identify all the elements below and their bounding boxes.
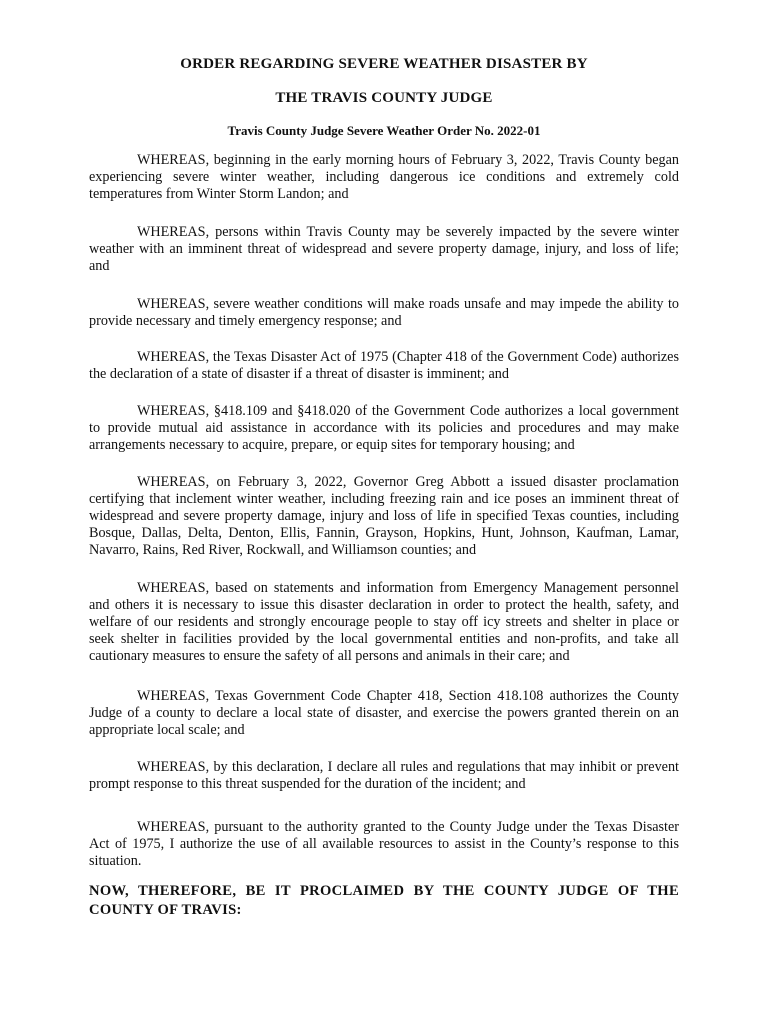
whereas-paragraph-8: WHEREAS, Texas Government Code Chapter 418, Section 418.108 authorizes the County Judge of a county to declare a local state of disaster, and exercise the powers granted therein on an appropriate local scale; and bbox=[89, 688, 679, 738]
whereas-paragraph-7: WHEREAS, based on statements and information from Emergency Management personnel and others it is necessary to issue this disaster declaration in order to protect the health, safety, and welfare of our residents and strongly encourage people to stay off icy streets and shelter in place or seek shelter in facilities provided by the local governmental entities and non-profits, and take all cautionary measures to ensure the safety of all persons and animals in their care; and bbox=[89, 580, 679, 664]
document-title-line-1: ORDER REGARDING SEVERE WEATHER DISASTER BY bbox=[180, 56, 588, 72]
proclamation-heading: NOW, THEREFORE, BE IT PROCLAIMED BY THE COUNTY JUDGE OF THE COUNTY OF TRAVIS: bbox=[89, 883, 679, 918]
whereas-paragraph-1: WHEREAS, beginning in the early morning hours of February 3, 2022, Travis County began experiencing severe winter weather, including dangerous ice conditions and extremely cold temperatures from Winter Storm Landon; and bbox=[89, 152, 679, 202]
whereas-paragraph-6: WHEREAS, on February 3, 2022, Governor Greg Abbott a issued disaster proclamation certifying that inclement winter weather, including freezing rain and ice poses an imminent threat of widespread and severe property damage, injury and loss of life in specified Texas counties, including Bosque, Dallas, Delta, Denton, Ellis, Fannin, Grayson, Hopkins, Hunt, Johnson, Kaufman, Lamar, Navarro, Rains, Red River, Rockwall, and Williamson counties; and bbox=[89, 474, 679, 558]
whereas-paragraph-3: WHEREAS, severe weather conditions will make roads unsafe and may impede the ability to provide necessary and timely emergency response; and bbox=[89, 296, 679, 329]
whereas-paragraph-4: WHEREAS, the Texas Disaster Act of 1975 (Chapter 418 of the Government Code) authorizes the declaration of a state of disaster if a threat of disaster is imminent; and bbox=[89, 349, 679, 382]
whereas-paragraph-10: WHEREAS, pursuant to the authority granted to the County Judge under the Texas Disaster Act of 1975, I authorize the use of all available resources to assist in the County’s response to this situation. bbox=[89, 819, 679, 869]
order-number-subtitle: Travis County Judge Severe Weather Order No. 2022-01 bbox=[227, 123, 541, 138]
whereas-paragraph-2: WHEREAS, persons within Travis County may be severely impacted by the severe winter weather with an imminent threat of widespread and severe property damage, injury, and loss of life; and bbox=[89, 224, 679, 274]
document-title-line-2: THE TRAVIS COUNTY JUDGE bbox=[275, 90, 493, 106]
whereas-paragraph-5: WHEREAS, §418.109 and §418.020 of the Government Code authorizes a local government to provide mutual aid assistance in accordance with its policies and procedures and may make arrangements necessary to acquire, prepare, or equip sites for temporary housing; and bbox=[89, 403, 679, 453]
whereas-paragraph-9: WHEREAS, by this declaration, I declare all rules and regulations that may inhibit or prevent prompt response to this threat suspended for the duration of the incident; and bbox=[89, 759, 679, 792]
